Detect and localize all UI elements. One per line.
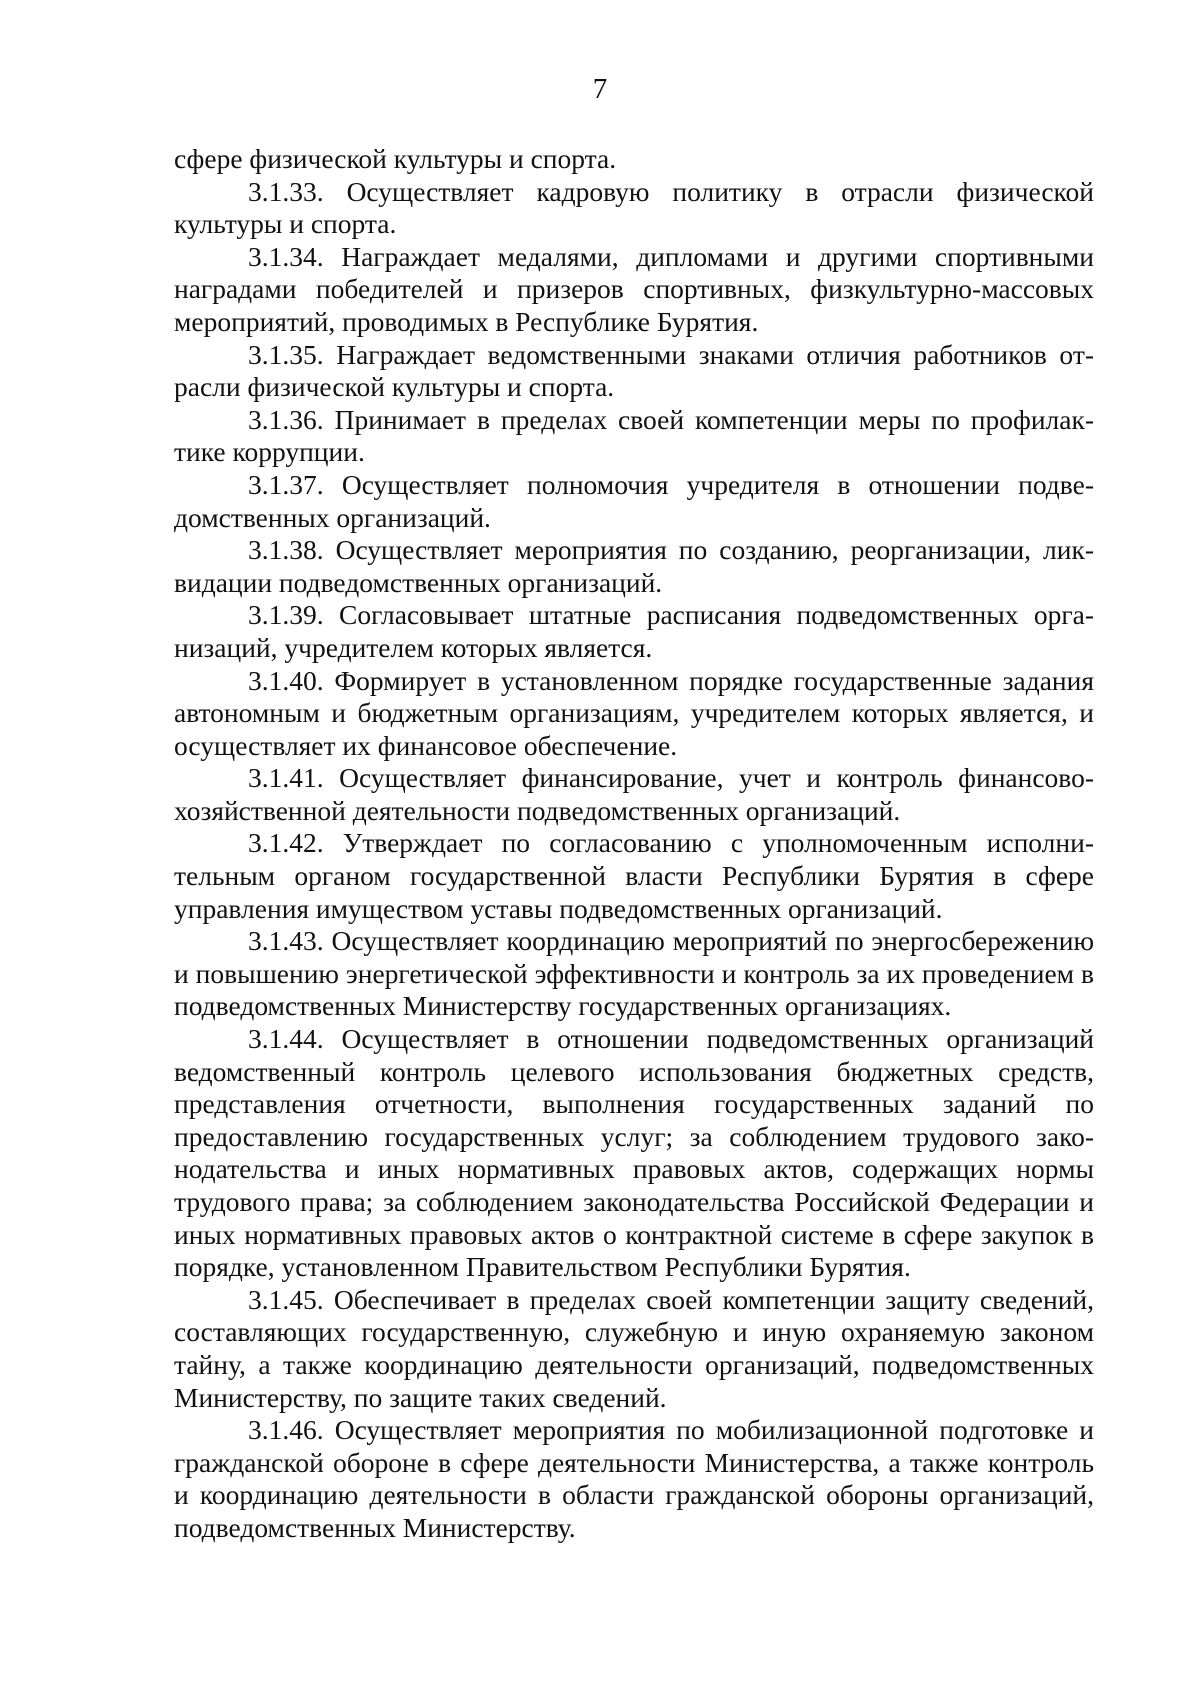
paragraph-3-1-42 (174, 827, 1094, 925)
clause-number: 3.1.36. (248, 403, 324, 435)
paragraph-3-1-37 (174, 469, 1094, 534)
paragraph-text: Осуществляет координацию мероприятий по энергосбережению и повышению энергетической эффективности и контроль за их проведением в подведомственных Министерству государственных организациях. (174, 925, 1094, 1022)
clause-number: 3.1.46. (248, 1414, 324, 1446)
paragraph-3-1-40 (174, 665, 1094, 763)
clause-number: 3.1.43. (248, 925, 324, 957)
paragraph-text: Осуществляет мероприятия по созданию, реорганизации, ликвидации подведомственных организаций. (174, 534, 1094, 598)
paragraph-3-1-46 (174, 1414, 1094, 1544)
paragraph-text: Утверждает по согласованию с уполномоченным исполнительным органом государственной власти Республики Бурятия в сфере управления имуществом уставы подведомственных организаций. (174, 827, 1094, 924)
clause-number: 3.1.33. (248, 175, 324, 207)
paragraph-3-1-43 (174, 925, 1094, 1023)
paragraph-text: Награждает ведомственными знаками отличия работников отрасли физической культуры и спорта. (174, 338, 1095, 403)
clause-number: 3.1.44. (248, 1023, 324, 1055)
paragraph-text: Принимает в пределах своей компетенции меры по профилактике коррупции. (174, 403, 1094, 468)
paragraph-text: Обеспечивает в пределах своей компетенции защиту сведений, составляющих государственную, служебную и иную охраняемую законом тайну, а также координацию деятельности организаций, подведомственных Министерству, по защите таких сведений. (174, 1283, 1095, 1413)
paragraph-text: Согласовывает штатные расписания подведомственных организаций, учредителем которых является. (174, 599, 1094, 663)
clause-number: 3.1.37. (248, 468, 324, 500)
clause-number: 3.1.35. (248, 338, 324, 370)
paragraph-3-1-36 (174, 404, 1094, 469)
paragraph-text: Осуществляет мероприятия по мобилизационной подготовке и гражданской обороне в сфере деятельности Министерства, а также контроль и координацию деятельности в области гражданской обороны организаций, подведомственных Министерству. (174, 1414, 1095, 1543)
document-body (174, 143, 1094, 1545)
clause-number: 3.1.42. (248, 827, 324, 859)
clause-number: 3.1.45. (248, 1283, 324, 1315)
paragraph-continuation (174, 143, 1094, 176)
paragraph-3-1-44 (174, 1023, 1094, 1284)
paragraph-text: Осуществляет кадровую политику в отрасли физической культуры и спорта. (174, 175, 1094, 240)
paragraph-text: Осуществляет в отношении подведомственных организаций ведомственный контроль целевого использования бюджетных средств, представления отчетности, выполнения государственных заданий по предоставлению государственных услуг; за соблюдением трудового законодательства и иных нормативных правовых актов, содержащих нормы трудового права; за соблюдением законодательства Российской Федерации и иных нормативных правовых актов о контрактной системе в сфере закупок в порядке, установленном Правительством Республики Бурятия. (174, 1023, 1094, 1283)
paragraph-3-1-45 (174, 1284, 1094, 1414)
clause-number: 3.1.39. (248, 599, 324, 631)
paragraph-text: Осуществляет полномочия учредителя в отношении подведомственных организаций. (174, 468, 1095, 533)
paragraph-3-1-35 (174, 339, 1094, 404)
clause-number: 3.1.38. (248, 534, 324, 566)
paragraph-3-1-38 (174, 534, 1094, 599)
paragraph-3-1-41 (174, 762, 1094, 827)
paragraph-text: Формирует в установленном порядке государственные задания автономным и бюджетным организациям, учредителем которых является, и осуществляет их финансовое обеспечение. (174, 664, 1094, 761)
paragraph-3-1-39 (174, 599, 1094, 664)
paragraph-3-1-34 (174, 241, 1094, 339)
clause-number: 3.1.34. (248, 240, 324, 272)
clause-number: 3.1.40. (248, 664, 324, 696)
paragraph-3-1-33 (174, 176, 1094, 241)
paragraph-text: сфере физической культуры и спорта. (174, 143, 617, 174)
paragraph-text: Осуществляет финансирование, учет и контроль финансово-хозяйственной деятельности подведомственных организаций. (174, 762, 1095, 826)
paragraph-text: Награждает медалями, дипломами и другими спортивными наградами победителей и призеров спортивных, физкультурно-массовых мероприятий, проводимых в Республике Бурятия. (174, 240, 1094, 337)
page-number: 7 (592, 73, 608, 105)
clause-number: 3.1.41. (248, 762, 324, 794)
